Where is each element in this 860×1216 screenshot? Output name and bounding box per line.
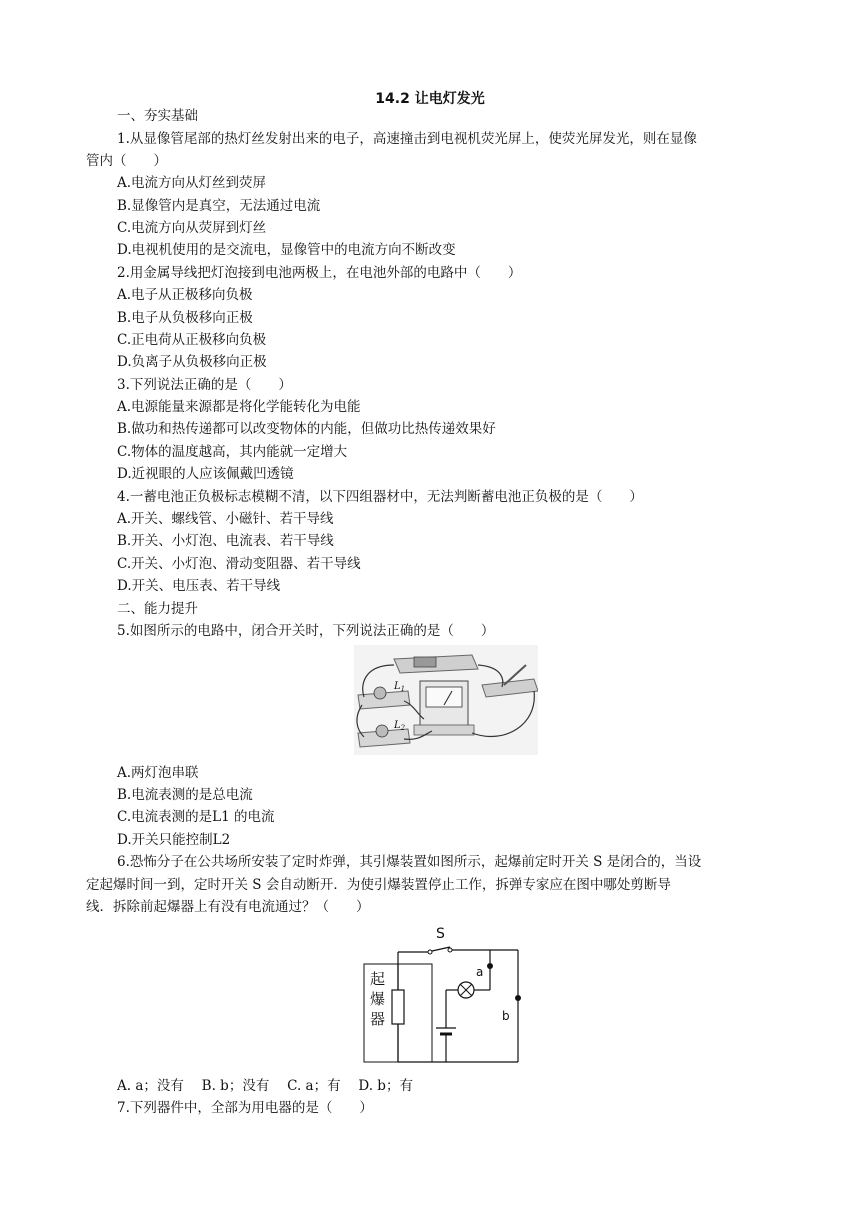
q3-option-d: D.近视眼的人应该佩戴凹透镜 xyxy=(117,466,294,482)
q1-stem-cont: 管内（ ） xyxy=(86,153,167,169)
q3-option-b: B.做功和热传递都可以改变物体的内能，但做功比热传递效果好 xyxy=(117,421,496,437)
q4-option-a: A.开关、螺线管、小磁针、若干导线 xyxy=(117,511,334,527)
q6-detonator-char-2: 爆 xyxy=(370,990,386,1008)
q3-option-c: C.物体的温度越高，其内能就一定增大 xyxy=(117,444,348,460)
q2-option-c: C.正电荷从正极移向负极 xyxy=(117,332,267,348)
q5-stem: 5.如图所示的电路中，闭合开关时，下列说法正确的是（ ） xyxy=(117,623,495,639)
q5-circuit-photo xyxy=(354,645,538,755)
q7-stem: 7.下列器件中，全部为用电器的是（ ） xyxy=(117,1100,373,1116)
q6-point-b-label: b xyxy=(502,1009,510,1023)
q1-option-c: C.电流方向从荧屏到灯丝 xyxy=(117,220,267,236)
q6-stem-cont-1: 定起爆时间一到，定时开关 S 会自动断开．为使引爆装置停止工作，拆弹专家应在图中哪处剪断导 xyxy=(86,877,671,893)
section-heading-basic: 一、夯实基础 xyxy=(117,108,198,124)
q2-option-d: D.负离子从负极移向正极 xyxy=(117,354,267,370)
q1-option-d: D.电视机使用的是交流电，显像管中的电流方向不断改变 xyxy=(117,242,456,258)
q1-option-b: B.显像管内是真空，无法通过电流 xyxy=(117,198,321,214)
q6-switch-label: S xyxy=(436,926,445,942)
q5-option-d: D.开关只能控制L2 xyxy=(117,832,231,848)
section-heading-advanced: 二、能力提升 xyxy=(117,601,198,617)
q2-option-a: A.电子从正极移向负极 xyxy=(117,287,253,303)
q5-label-l2: $L_2$ xyxy=(394,720,406,732)
q5-label-l1: $L_1$ xyxy=(394,681,406,693)
q1-option-a: A.电流方向从灯丝到荧屏 xyxy=(117,175,267,191)
q6-point-a-label: a xyxy=(476,965,484,979)
q3-stem: 3.下列说法正确的是（ ） xyxy=(117,377,292,393)
q6-stem: 6.恐怖分子在公共场所安装了定时炸弹，其引爆装置如图所示，起爆前定时开关 S 是闭合的，当设 xyxy=(117,854,702,870)
q4-stem: 4.一蓄电池正负极标志模糊不清，以下四组器材中，无法判断蓄电池正负极的是（ ） xyxy=(117,489,643,505)
q3-option-a: A.电源能量来源都是将化学能转化为电能 xyxy=(117,399,361,415)
q5-option-b: B.电流表测的是总电流 xyxy=(117,787,253,803)
q6-detonator-char-1: 起 xyxy=(370,970,386,988)
q5-option-c: C.电流表测的是L1 的电流 xyxy=(117,809,275,825)
page-title: 14.2 让电灯发光 xyxy=(375,91,485,107)
q1-stem: 1.从显像管尾部的热灯丝发射出来的电子，高速撞击到电视机荧光屏上，使荧光屏发光，则在显像 xyxy=(117,131,697,147)
q6-detonator-char-3: 器 xyxy=(370,1010,386,1028)
q6-circuit-diagram xyxy=(350,920,530,1070)
q5-option-a: A.两灯泡串联 xyxy=(117,765,199,781)
q4-option-c: C.开关、小灯泡、滑动变阻器、若干导线 xyxy=(117,556,361,572)
q6-options: A. a；没有 B. b；没有 C. a；有 D. b；有 xyxy=(117,1078,413,1094)
q4-option-b: B.开关、小灯泡、电流表、若干导线 xyxy=(117,533,334,549)
q4-option-d: D.开关、电压表、若干导线 xyxy=(117,578,281,594)
q2-stem: 2.用金属导线把灯泡接到电池两极上，在电池外部的电路中（ ） xyxy=(117,265,522,281)
q2-option-b: B.电子从负极移向正极 xyxy=(117,310,253,326)
q6-stem-cont-2: 线．拆除前起爆器上有没有电流通过？（ ） xyxy=(86,899,370,915)
